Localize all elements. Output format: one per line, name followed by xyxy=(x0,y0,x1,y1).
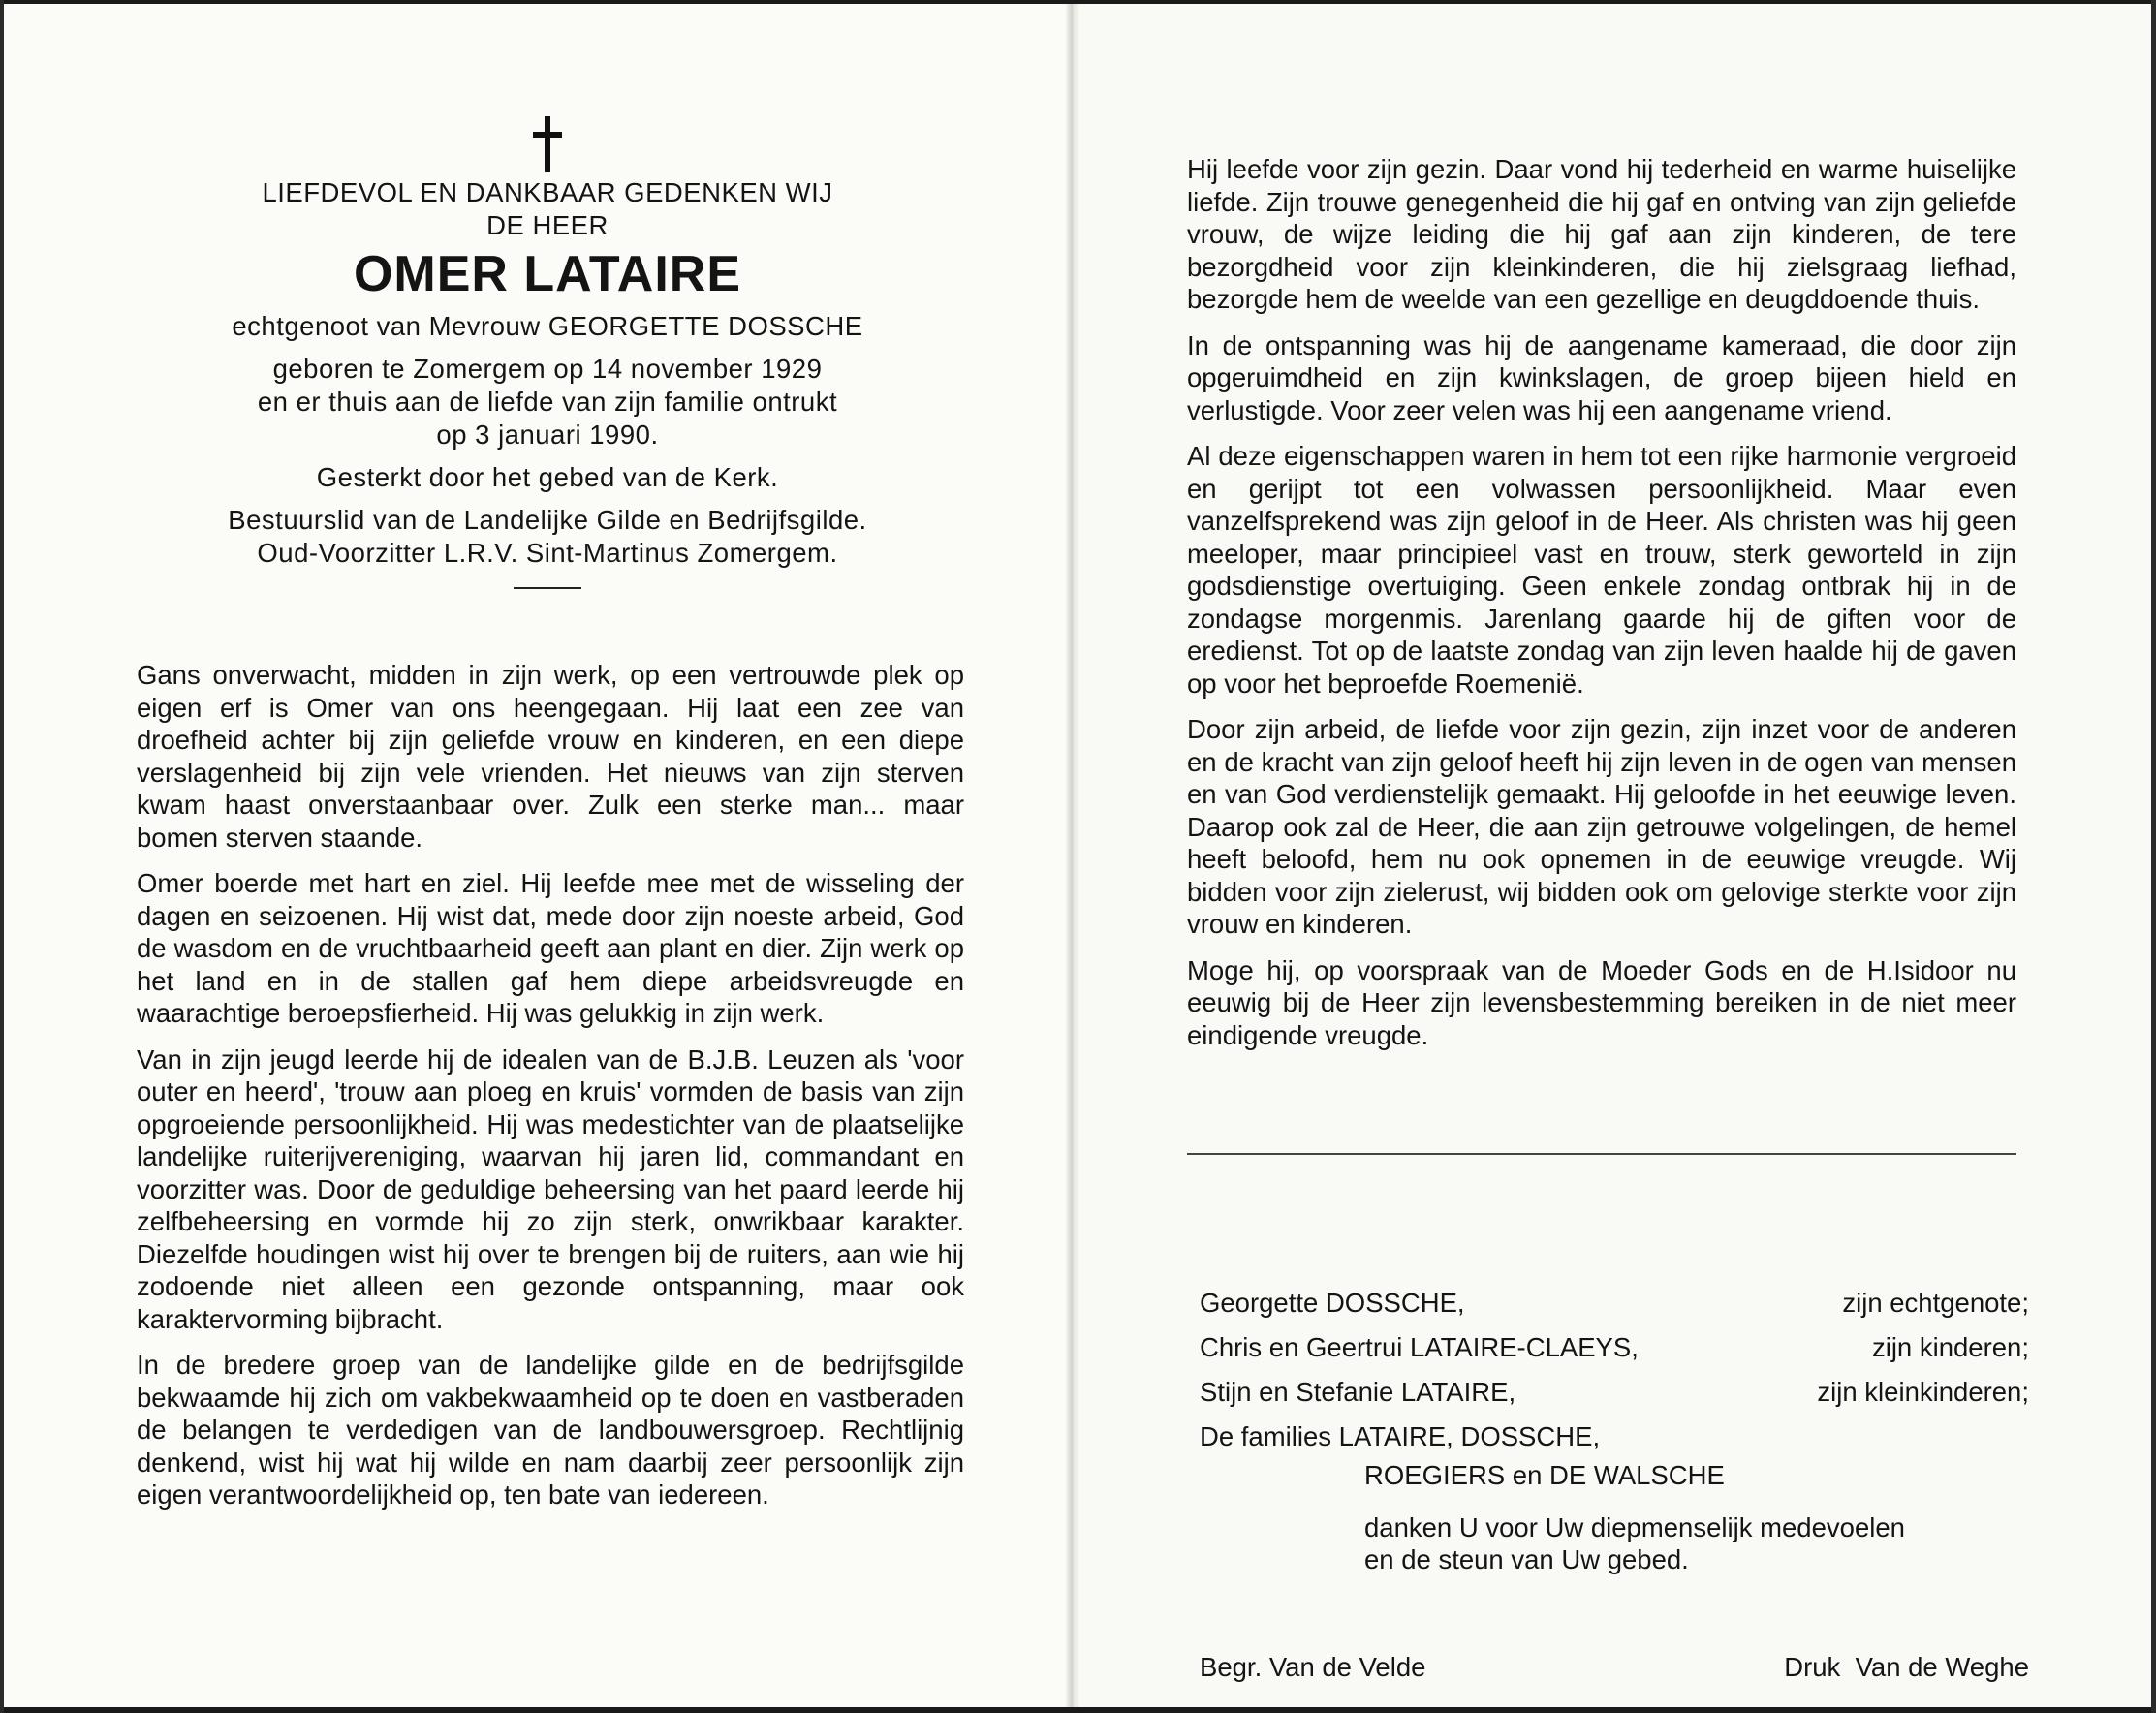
families-row xyxy=(1200,1420,2029,1459)
thanks-line-2: en de steun van Uw gebed. xyxy=(1364,1544,1689,1574)
scan-edge-top xyxy=(0,0,2156,4)
section-rule xyxy=(1187,1153,2016,1155)
paragraph: Van in zijn jeugd leerde hij de idealen van de B.J.B. Leuzen als 'voor outer en heerd', 'trouw aan ploeg en kruis' vormden de basis van zijn opgroeiende persoonlijkheid. Hij was medestichter van de plaatselijke landelijke ruiterijvereniging, waarvan hij jaren lid, commandant en voorzitter was. Door de geduldige beheersing van het paard leerde hij zelfbeheersing en vormde hij zo zijn sterk, onwrikbaar karakter. Diezelfde houdingen wist hij over te brengen bij de ruiters, aan wie hij zodoende niet alleen een gezonde ontspanning, maar ook karaktervorming bijbracht. xyxy=(137,1043,964,1334)
left-body-text xyxy=(137,659,964,1525)
signer-relation: zijn kleinkinderen; xyxy=(1817,1377,2029,1407)
families-line-2: ROEGIERS en DE WALSCHE xyxy=(1364,1460,1725,1490)
header-line-1: LIEFDEVOL EN DANKBAAR GEDENKEN WIJ xyxy=(262,177,833,207)
printer-credit: Druk Van de Weghe xyxy=(1784,1652,2029,1682)
scan-edge-left xyxy=(0,0,4,1713)
signer-relation: zijn kinderen; xyxy=(1871,1332,2029,1362)
signers-block xyxy=(1200,1287,2029,1575)
scan-edge-right xyxy=(2151,0,2156,1713)
church-line: Gesterkt door het gebed van de Kerk. xyxy=(316,462,779,492)
signer-name: Georgette DOSSCHE, xyxy=(1200,1288,1465,1318)
signer-row xyxy=(1200,1331,2029,1376)
paragraph: Door zijn arbeid, de liefde voor zijn gezin, zijn inzet voor de anderen en de kracht van zijn geloof heeft hij zijn leven in de ogen van mensen en van God verdienstelijk gemaakt. Hij geloofde in het eeuwige leven. Daarop ook zal de Heer, die aan zijn getrouwe volgelingen, de hemel heeft beloofd, hem nu ook opnemen in de eeuwige vreugde. Wij bidden voor zijn zielerust, wij bidden ook om gelovige sterkte voor zijn vrouw en kinderen. xyxy=(1187,714,2016,939)
page-fold xyxy=(1066,0,1079,1713)
deceased-name: OMER LATAIRE xyxy=(353,246,742,302)
header-line-2: DE HEER xyxy=(486,210,609,240)
undertaker-credit: Begr. Van de Velde xyxy=(1200,1652,1426,1682)
spouse-line: echtgenoot van Mevrouw GEORGETTE DOSSCHE xyxy=(232,311,863,341)
role-line-2: Oud-Voorzitter L.R.V. Sint-Martinus Zomergem. xyxy=(257,538,838,568)
signer-name: Stijn en Stefanie LATAIRE, xyxy=(1200,1377,1516,1407)
signer-name: Chris en Geertrui LATAIRE-CLAEYS, xyxy=(1200,1332,1639,1362)
header-divider xyxy=(514,587,581,589)
paragraph: In de bredere groep van de landelijke gilde en de bedrijfsgilde bekwaamde hij zich om vakbekwaamheid op te doen en vastberaden de belangen te verdedigen van de landbouwersgroep. Rechtlijnig denkend, wist hij wat hij wilde en nam daarbij zeer persoonlijk zijn eigen verantwoordelijkheid op, ten bate van iedereen. xyxy=(137,1350,964,1510)
signer-row xyxy=(1200,1287,2029,1331)
death-line-1: en er thuis aan de liefde van zijn familie ontrukt xyxy=(257,387,838,417)
signer-row xyxy=(1200,1376,2029,1420)
cross-icon xyxy=(533,116,562,172)
signer-relation: zijn echtgenote; xyxy=(1842,1288,2029,1318)
role-line-1: Bestuurslid van de Landelijke Gilde en Bedrijfsgilde. xyxy=(228,505,867,535)
paragraph: Al deze eigenschappen waren in hem tot een rijke harmonie vergroeid en gerijpt tot een volwassen persoonlijkheid. Maar even vanzelfsprekend was zijn geloof in de Heer. Als christen was hij geen meeloper, maar principieel vast en trouw, sterk geworteld in zijn godsdienstige overtuiging. Geen enkele zondag ontbrak hij in de zondagse morgenmis. Jarenlang gaarde hij de giften voor de eredienst. Tot op de laatste zondag van zijn leven haalde hij de gaven op voor het beproefde Roemenië. xyxy=(1187,441,2016,699)
scan-edge-bottom xyxy=(0,1707,2156,1713)
memorial-header xyxy=(184,116,911,589)
paragraph: In de ontspanning was hij de aangename kameraad, die door zijn opgeruimdheid en zijn kwinkslagen, de groep bijeen hield en verlustigde. Voor zeer velen was hij een aangename vriend. xyxy=(1187,329,2016,425)
paragraph: Gans onverwacht, midden in zijn werk, op een vertrouwde plek op eigen erf is Omer van ons heengegaan. Hij laat een zee van droefheid achter bij zijn geliefde vrouw en kinderen, en een diepe verslagenheid bij zijn vele vrienden. Het nieuws van zijn sterven kwam haast onverstaanbaar over. Zulk een sterke man... maar bomen sterven staande. xyxy=(137,660,964,853)
paragraph: Omer boerde met hart en ziel. Hij leefde mee met de wisseling der dagen en seizoenen. Hij wist dat, mede door zijn noeste arbeid, God de wasdom en de vruchtbaarheid geeft aan plant en dier. Zijn werk op het land en in de stallen gaf hem diepe arbeidsvreugde en waarachtige beroepsfierheid. Hij was gelukkig in zijn werk. xyxy=(137,868,964,1028)
birth-line: geboren te Zomergem op 14 november 1929 xyxy=(272,354,823,384)
paragraph: Hij leefde voor zijn gezin. Daar vond hij tederheid en warme huiselijke liefde. Zijn trouwe genegenheid die hij gaf en ontving van zijn geliefde vrouw, de wijze leiding die hij gaf aan zijn kinderen, de tere bezorgdheid voor zijn kleinkinderen, die hij zielsgraag liefhad, bezorgde hem de weelde van een gezellige en deugddoende thuis. xyxy=(1187,154,2016,314)
thanks-line-1: danken U voor Uw diepmenselijk medevoelen xyxy=(1364,1512,1905,1542)
paragraph: Moge hij, op voorspraak van de Moeder Gods en de H.Isidoor nu eeuwig bij de Heer zijn levensbestemming bereiken in de niet meer eindigende vreugde. xyxy=(1187,954,2016,1050)
footer xyxy=(1200,1651,2029,1690)
families-line-1: De families LATAIRE, DOSSCHE, xyxy=(1200,1421,1601,1451)
death-line-2: op 3 januari 1990. xyxy=(436,420,659,450)
right-body-text xyxy=(1187,153,2016,1065)
thanks-block xyxy=(1200,1511,2029,1575)
